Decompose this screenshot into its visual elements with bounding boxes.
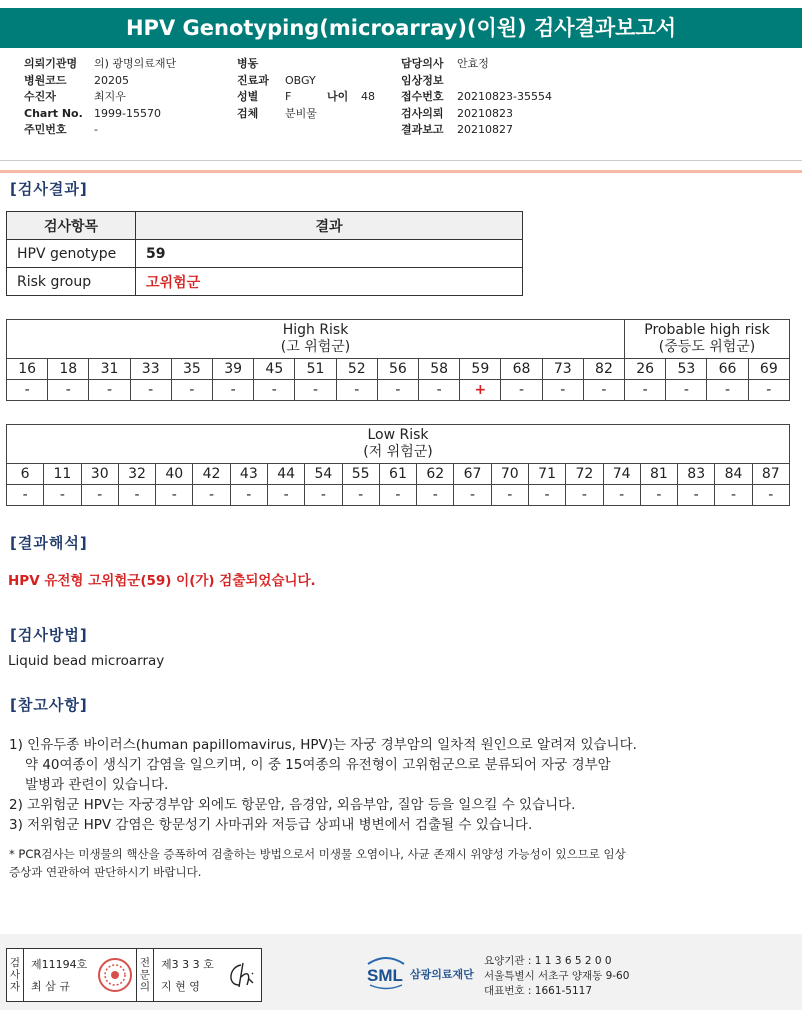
genotype-result-cell: -	[342, 485, 379, 506]
table-row	[7, 268, 523, 296]
genotype-result-cell: -	[707, 380, 748, 401]
info-key: 성별	[237, 90, 259, 103]
genotype-number-cell: 82	[583, 359, 624, 380]
genotype-result-cell: -	[44, 485, 81, 506]
tester-license-no: 제11194호	[31, 958, 88, 971]
low-risk-genotype-table	[6, 424, 790, 506]
genotype-number-cell: 16	[7, 359, 48, 380]
genotype-result-cell: -	[528, 485, 565, 506]
tester-label-char: 자	[9, 981, 21, 993]
genotype-number-cell: 6	[7, 464, 44, 485]
genotype-number-cell: 35	[171, 359, 212, 380]
note-line: 3) 저위험군 HPV 감염은 항문성기 사마귀와 저등급 상피내 병변에서 검출될 수 있습니다.	[9, 817, 533, 833]
info-value: 최지우	[94, 90, 126, 103]
table-row	[7, 485, 790, 506]
tester-name: 최 삼 규	[31, 980, 70, 993]
info-key: 의뢰기관명	[24, 57, 78, 70]
genotype-number-cell: 62	[417, 464, 454, 485]
genotype-result-cell: -	[305, 485, 342, 506]
genotype-result-cell: -	[267, 485, 304, 506]
info-key: 진료과	[237, 73, 269, 87]
note-line: 발병과 관련이 있습니다.	[25, 777, 169, 793]
high-risk-title: High Risk	[282, 322, 349, 338]
genotype-result-cell: -	[583, 380, 624, 401]
section-method-heading: [검사방법]	[10, 626, 88, 644]
info-row	[24, 106, 176, 123]
method-text: Liquid bead microarray	[8, 653, 165, 669]
tester-label	[7, 949, 24, 1001]
genotype-number-cell: 72	[566, 464, 603, 485]
result-table	[6, 211, 523, 296]
genotype-result-cell: -	[295, 380, 336, 401]
genotype-result-cell: -	[417, 485, 454, 506]
low-risk-header	[7, 425, 790, 464]
table-row	[7, 320, 790, 359]
genotype-number-cell: 56	[377, 359, 418, 380]
genotype-number-cell: 30	[81, 464, 118, 485]
genotype-result-cell: -	[130, 380, 171, 401]
info-value: 20205	[94, 73, 129, 87]
info-value: F	[285, 90, 292, 103]
genotype-number-cell: 69	[748, 359, 789, 380]
info-key: 임상정보	[401, 73, 444, 87]
genotype-result-cell: -	[377, 380, 418, 401]
genotype-number-cell: 39	[213, 359, 254, 380]
info-row	[24, 122, 176, 139]
genotype-result-cell: -	[213, 380, 254, 401]
info-row	[237, 106, 375, 123]
genotype-number-cell: 66	[707, 359, 748, 380]
genotype-result-cell: -	[156, 485, 193, 506]
tester-label-char: 검	[9, 957, 21, 969]
genotype-number-cell: 54	[305, 464, 342, 485]
lab-name: 삼광의료재단	[410, 968, 474, 981]
notes-list	[9, 735, 637, 835]
age-key: 나이	[327, 90, 349, 103]
info-value: 20210823	[457, 106, 513, 120]
info-column-2	[237, 56, 375, 122]
table-row	[7, 425, 790, 464]
genotype-result-cell: -	[7, 380, 48, 401]
genotype-number-cell: 51	[295, 359, 336, 380]
genotype-result-cell: -	[501, 380, 542, 401]
column-header: 결과	[136, 212, 523, 240]
genotype-number-cell: 40	[156, 464, 193, 485]
age-value: 48	[361, 90, 375, 103]
genotype-number-cell: 53	[666, 359, 707, 380]
lab-detail-line: 서울특별시 서초구 양재동 9-60	[484, 970, 630, 982]
note-line: 약 40여종이 생식기 감염을 일으키며, 이 중 15여종의 유전형이 고위험군으로 분류되어 자궁 경부암	[25, 757, 611, 773]
footnote-line: * PCR검사는 미생물의 핵산을 증폭하여 검출하는 방법으로서 미생물 오염이나, 사균 존재시 위양성 가능성이 있으므로 임상	[9, 847, 626, 861]
section-interpretation-heading: [결과해석]	[10, 534, 88, 552]
genotype-number-cell: 43	[230, 464, 267, 485]
info-key: 검사의뢰	[401, 106, 444, 120]
genotype-result-cell: -	[625, 380, 666, 401]
info-row	[237, 89, 375, 106]
genotype-result-cell: -	[678, 485, 715, 506]
genotype-number-cell: 73	[542, 359, 583, 380]
genotype-number-cell: 11	[44, 464, 81, 485]
info-key: Chart No.	[24, 106, 83, 120]
genotype-result-cell: -	[542, 380, 583, 401]
row-label: HPV genotype	[7, 240, 136, 268]
sml-logo-mark	[364, 954, 408, 990]
genotype-result-cell: -	[81, 485, 118, 506]
genotype-number-cell: 31	[89, 359, 130, 380]
specialist-label-char: 문	[139, 969, 151, 981]
genotype-result-cell: -	[748, 380, 789, 401]
info-key: 주민번호	[24, 123, 67, 136]
section-result-heading: [검사결과]	[10, 180, 88, 198]
genotype-result-cell: -	[379, 485, 416, 506]
note-line: 2) 고위험군 HPV는 자궁경부암 외에도 항문암, 음경암, 외음부암, 질암 등을 일으킬 수 있습니다.	[9, 797, 576, 813]
genotype-number-cell: 84	[715, 464, 752, 485]
genotype-result-cell: -	[752, 485, 789, 506]
section-notes-heading: [참고사항]	[10, 696, 88, 714]
genotype-number-cell: 58	[419, 359, 460, 380]
info-key: 검체	[237, 106, 259, 120]
info-key: 병원코드	[24, 73, 67, 87]
genotype-result-cell: -	[666, 380, 707, 401]
genotype-result-cell: -	[491, 485, 528, 506]
genotype-number-cell: 26	[625, 359, 666, 380]
genotype-result-cell: -	[336, 380, 377, 401]
genotype-result-cell: -	[640, 485, 677, 506]
info-key: 결과보고	[401, 123, 444, 136]
info-value: 20210827	[457, 123, 513, 136]
genotype-number-cell: 83	[678, 464, 715, 485]
genotype-number-cell: 55	[342, 464, 379, 485]
info-key: 접수번호	[401, 90, 444, 103]
genotype-result-cell: -	[171, 380, 212, 401]
tester-label-char: 사	[9, 969, 21, 981]
genotype-result-cell: -	[254, 380, 295, 401]
column-header: 검사항목	[7, 212, 136, 240]
info-row	[24, 89, 176, 106]
genotype-result-cell: -	[566, 485, 603, 506]
table-row	[7, 359, 790, 380]
row-label: Risk group	[7, 268, 136, 296]
specialist-label	[136, 949, 154, 1001]
lab-detail-line: 대표번호 : 1661-5117	[484, 985, 593, 997]
info-value: 안효정	[457, 57, 489, 70]
specialist-name: 지 현 영	[161, 980, 200, 993]
info-value: 분비물	[285, 106, 317, 120]
info-column-1	[24, 56, 176, 139]
info-row	[401, 89, 552, 106]
genotype-number-cell: 87	[752, 464, 789, 485]
high-risk-genotype-table	[6, 319, 790, 401]
table-row	[7, 380, 790, 401]
specialist-label-char: 의	[139, 981, 151, 993]
high-risk-header	[7, 320, 625, 359]
note-line: 1) 인유두종 바이러스(human papillomavirus, HPV)는 자궁 경부암의 일차적 원인으로 알려져 있습니다.	[9, 737, 637, 753]
genotype-result-cell: -	[48, 380, 89, 401]
genotype-number-cell: 42	[193, 464, 230, 485]
info-key: 병동	[237, 57, 259, 70]
genotype-number-cell: 67	[454, 464, 491, 485]
genotype-result-cell: -	[230, 485, 267, 506]
genotype-number-cell: 18	[48, 359, 89, 380]
footnote	[9, 845, 626, 881]
genotype-number-cell: 61	[379, 464, 416, 485]
table-row	[7, 240, 523, 268]
high-risk-subtitle: (고 위험군)	[280, 339, 351, 355]
genotype-number-cell: 81	[640, 464, 677, 485]
genotype-number-cell: 45	[254, 359, 295, 380]
probable-risk-subtitle: (중등도 위험군)	[658, 339, 756, 355]
genotype-number-cell: 70	[491, 464, 528, 485]
probable-risk-header	[625, 320, 790, 359]
risk-group-value: 고위험군	[136, 268, 523, 296]
genotype-number-cell: 59	[460, 359, 501, 380]
genotype-number-cell: 33	[130, 359, 171, 380]
genotype-number-cell: 71	[528, 464, 565, 485]
sml-logo-text: SML	[367, 966, 403, 985]
divider	[0, 160, 802, 161]
genotype-result-cell: -	[89, 380, 130, 401]
handwritten-signature	[225, 959, 259, 991]
signature-box	[6, 948, 262, 1002]
info-row	[24, 56, 176, 73]
info-row	[401, 73, 552, 90]
specialist-label-char: 전	[139, 957, 151, 969]
genotype-result-cell: +	[460, 380, 501, 401]
specialist-license-no: 제3 3 3 호	[161, 958, 214, 971]
info-row	[24, 73, 176, 90]
info-row	[401, 106, 552, 123]
genotype-result-cell: -	[603, 485, 640, 506]
genotype-number-cell: 68	[501, 359, 542, 380]
table-row	[7, 464, 790, 485]
interpretation-text: HPV 유전형 고위험군(59) 이(가) 검출되었습니다.	[8, 573, 316, 589]
info-key: 수진자	[24, 90, 56, 103]
info-row	[401, 56, 552, 73]
low-risk-title: Low Risk	[367, 427, 429, 443]
info-value: OBGY	[285, 73, 316, 87]
info-value: 1999-15570	[94, 106, 161, 120]
lab-details	[484, 954, 629, 999]
info-key: 담당의사	[401, 57, 444, 70]
divider	[0, 170, 802, 173]
low-risk-subtitle: (저 위험군)	[363, 444, 433, 460]
genotype-result-cell: -	[118, 485, 155, 506]
genotype-result-cell: -	[7, 485, 44, 506]
info-column-3	[401, 56, 552, 139]
report-title: HPV Genotyping(microarray)(이원) 검사결과보고서	[0, 8, 802, 48]
table-row	[7, 212, 523, 240]
genotype-result-cell: -	[419, 380, 460, 401]
genotype-number-cell: 52	[336, 359, 377, 380]
info-value: 의) 광명의료재단	[94, 57, 177, 70]
info-row	[401, 122, 552, 139]
info-value: -	[94, 123, 98, 136]
info-row	[237, 56, 375, 73]
info-value: 20210823-35554	[457, 90, 552, 103]
probable-risk-title: Probable high risk	[644, 322, 770, 338]
info-row	[237, 73, 375, 90]
footnote-line: 증상과 연관하여 판단하시기 바랍니다.	[9, 865, 202, 879]
seal-stamp	[97, 957, 133, 993]
genotype-result-cell: -	[454, 485, 491, 506]
genotype-number-cell: 32	[118, 464, 155, 485]
genotype-result-cell: -	[193, 485, 230, 506]
genotype-result-cell: -	[715, 485, 752, 506]
genotype-value: 59	[136, 240, 523, 268]
genotype-number-cell: 44	[267, 464, 304, 485]
genotype-number-cell: 74	[603, 464, 640, 485]
lab-detail-line: 요양기관 : 1 1 3 6 5 2 0 0	[484, 955, 612, 967]
